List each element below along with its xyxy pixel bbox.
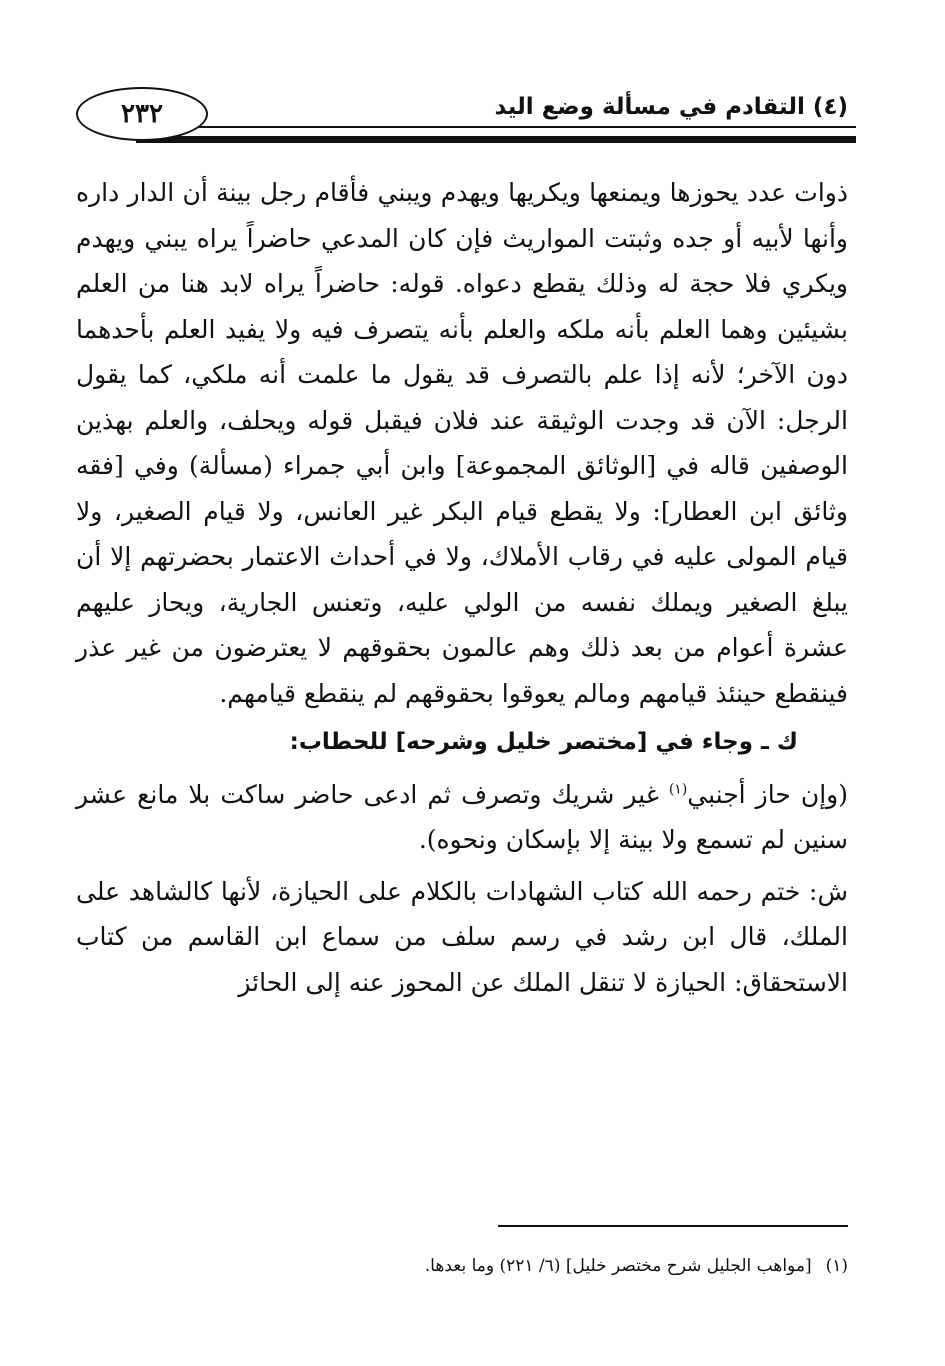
quote-start: (وإن حاز أجنبي [687,779,849,809]
page-header [76,82,856,152]
footnote-marker[interactable]: (١) [668,781,688,798]
section-heading: ك ـ وجاء في [مختصر خليل وشرحه] للحطاب: [289,729,798,755]
page-number-oval [76,87,208,141]
footnote-separator [498,1225,848,1227]
quote-rest: غير شريك وتصرف ثم ادعى حاضر ساكت بلا مانع عشر سنين لم تسمع ولا بينة إلا بإسكان ونحوه). [76,779,848,854]
footnote-text: [مواهب الجليل شرح مختصر خليل] (٦/ ٢٢١) وما بعدها. [424,1256,812,1276]
footnote [250,1256,848,1276]
header-rule-thin [136,126,856,128]
page-number: ٢٣٢ [121,99,163,129]
header-rule-thick [136,136,856,143]
main-text [76,170,848,1005]
footnote-number: (١) [825,1256,848,1276]
running-title: (٤) التقادم في مسألة وضع اليد [494,94,848,120]
paragraph: ذوات عدد يحوزها ويمنعها ويكريها ويهدم ويبني فأقام رجل بينة أن الدار داره وأنها لأبيه أو جده وثبتت المواريث فإن كان المدعي حاضراً يراه يبني ويهدم ويكري فلا حجة له وذلك يقطع دعواه. قوله: حاضراً يراه لابد هنا من العلم بشيئين وهما العلم بأنه ملكه والعلم بأنه يتصرف فيه ولا يفيد العلم بأحدهما دون الآخر؛ لأنه إذا علم بالتصرف قد يقول ما علمت أنه ملكي، كما يقول الرجل: الآن قد وجدت الوثيقة عند فلان فيقبل قوله ويحلف، والعلم بهذين الوصفين قاله في [الوثائق المجموعة] وابن أبي جمراء (مسألة) وفي [فقه وثائق ابن العطار]: ولا يقطع قيام البكر غير العانس، ولا قيام الصغير، ولا قيام المولى عليه في رقاب الأملاك، ولا في أحداث الاعتمار بحضرتهم إلا أن يبلغ الصغير ويملك نفسه من الولي عليه، وتعنس الجارية، ويحاز عليهم عشرة أعوام من بعد ذلك وهم عالمون بحقوقهم لا يعترضون من غير عذر فينقطع حينئذ قيامهم ومالم يعوقوا بحقوقهم لم ينقطع قيامهم. [76,178,848,708]
commentary-paragraph: ش: ختم رحمه الله كتاب الشهادات بالكلام على الحيازة، لأنها كالشاهد على الملك، قال ابن رشد في رسم سلف من سماع ابن القاسم من كتاب الاستحقاق: الحيازة لا تنقل الملك عن المحوز عنه إلى الحائز [76,876,848,997]
quoted-text [76,772,848,863]
